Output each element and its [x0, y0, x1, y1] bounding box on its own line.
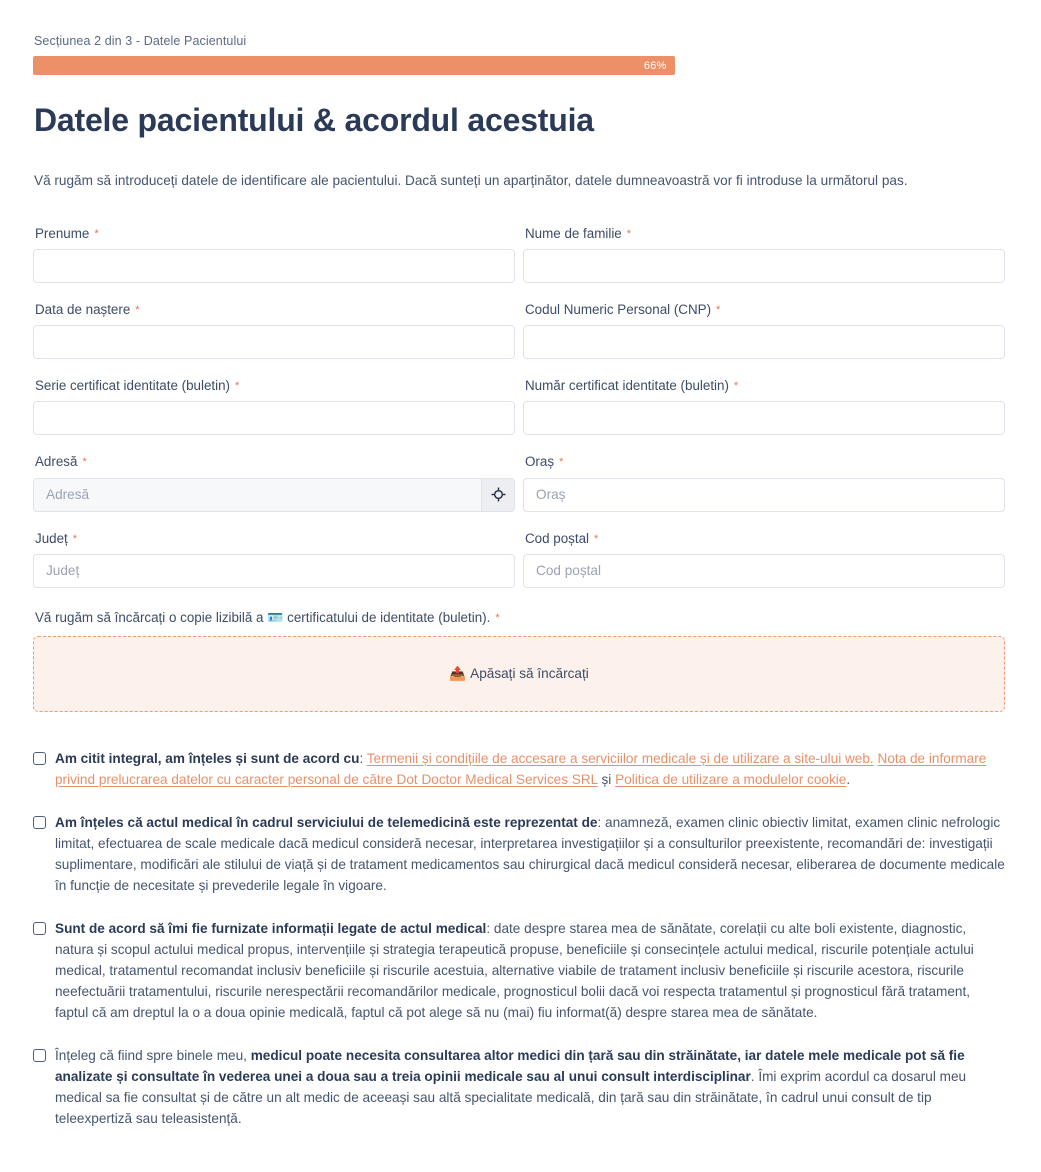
consent-body: : date despre starea mea de sănătate, corelații cu alte boli existente, diagnostic, natura și scopul actului medical propus, intervențiile și strategia terapeutică propuse, beneficiile și consecințele actului medical, riscurile potențiale actului medical, tratamentul recomandat inclusiv beneficiile și riscurile acestuia, alternative viabile de tratament inclusiv beneficiile și riscurile acestora, riscurile neefectuării tratamentului, riscurile nerespectării recomandărilor medicale, prognosticul bolii dacă voi respecta tratamentul și prognosticul fără tratament, faptul că am dreptul la o a doua opinie medicală, faptul că pot alege să nu (mai) fiu informat(ă) despre starea mea de sănătate.	[55, 920, 974, 1021]
field-cnp	[523, 302, 1005, 359]
required-marker: *	[495, 611, 500, 624]
consent-body: . Îmi exprim acordul ca dosarul meu medical sa fie consultat și de către un alt medic de aceeași sau altă specialitate medicală, din țară sau din străinătate, în cadrul unui consult de tip teleexpertiză sau teleasistență.	[55, 1069, 967, 1127]
consent-tail: .	[846, 771, 851, 787]
consents-section	[33, 748, 1005, 1130]
progress-percent-label: 66%	[643, 59, 667, 72]
consent-separator: :	[359, 750, 367, 766]
input-cnp[interactable]	[523, 325, 1005, 359]
field-adresa	[33, 454, 515, 511]
consent-text-terms	[55, 748, 1005, 790]
required-marker: *	[72, 532, 78, 545]
consent-lead: Sunt de acord să îmi fie furnizate informații legate de actul medical	[55, 920, 487, 936]
consent-body: : anamneză, examen clinic obiectiv limitat, examen clinic nefrologic limitat, efectuarea de scale medicale dacă medicul consideră necesar, interpretarea investigațiilor și a consulturilor preexistente, recomandări de: investigații suplimentare, modificări ale stilului de viață și de tratament medicamentos sau chirurgical dacă medicul consideră necesar, eliberarea de documente medicale în funcție de necesitate și prevederile legale în vigoare.	[55, 814, 1005, 893]
field-label-cnp: Codul Numeric Personal (CNP) *	[525, 301, 721, 317]
consent-row-telemedicine	[33, 812, 1005, 896]
input-nume_familie[interactable]	[523, 249, 1005, 283]
input-cod_postal[interactable]	[523, 554, 1005, 588]
field-label-nume_familie: Nume de familie *	[525, 225, 632, 241]
field-label-serie_ci: Serie certificat identitate (buletin) *	[35, 378, 240, 394]
input-oras[interactable]	[523, 478, 1005, 512]
progress-bar-track	[33, 56, 1005, 75]
dropzone-label	[449, 666, 589, 682]
consent-link-3[interactable]: Politica de utilizare a modulelor cookie	[615, 771, 847, 787]
patient-fields-grid	[33, 226, 1005, 607]
field-label-adresa: Adresă *	[35, 454, 87, 470]
dropzone-label-text: Apăsați să încărcați	[470, 665, 589, 681]
required-marker: *	[626, 227, 632, 240]
section-step-label: Secțiunea 2 din 3 - Datele Pacientului	[34, 34, 247, 48]
field-judet	[33, 531, 515, 588]
field-label-cod_postal: Cod poștal *	[525, 530, 599, 546]
consent-text-information	[55, 918, 1005, 1023]
consent-row-terms	[33, 748, 1005, 790]
field-data_nastere	[33, 302, 515, 359]
input-numar_ci[interactable]	[523, 401, 1005, 435]
upload-label-text-before: Vă rugăm să încărcați o copie lizibilă a	[35, 609, 268, 625]
field-numar_ci	[523, 378, 1005, 435]
input-prenume[interactable]	[33, 249, 515, 283]
required-marker: *	[733, 380, 739, 393]
consent-conjunction: și	[597, 771, 616, 787]
upload-instruction-label	[35, 609, 1005, 627]
identity-document-upload-block	[33, 609, 1005, 712]
consent-text-second_opinion	[55, 1045, 1005, 1129]
field-oras	[523, 454, 1005, 511]
consent-checkbox-second_opinion[interactable]	[33, 1049, 46, 1062]
field-label-prenume: Prenume *	[35, 225, 99, 241]
required-marker: *	[235, 380, 240, 393]
required-marker: *	[559, 456, 564, 469]
file-upload-dropzone[interactable]	[33, 636, 1005, 712]
input-serie_ci[interactable]	[33, 401, 515, 435]
field-prenume	[33, 226, 515, 283]
field-nume_familie	[523, 226, 1005, 283]
consent-prefix: Înțeleg că fiind spre binele meu,	[55, 1048, 251, 1064]
outbox-tray-upload-icon: 📤	[449, 665, 467, 681]
identification-card-icon: 🪪	[267, 609, 284, 625]
page-title: Datele pacientului & acordul acestuia	[34, 102, 594, 138]
progress-section	[33, 34, 1005, 75]
consent-checkbox-information[interactable]	[33, 922, 46, 935]
field-label-judet: Județ *	[35, 530, 78, 546]
consent-checkbox-terms[interactable]	[33, 752, 46, 765]
crosshair-locate-icon[interactable]	[481, 478, 515, 512]
field-serie_ci	[33, 378, 515, 435]
required-marker: *	[82, 456, 87, 469]
consent-lead: medicul poate necesita consultarea altor medici din țară sau din străinătate, iar datele mele medicale pot să fie analizate și consultate în vederea unei a doua sau a treia opinii medicale sau al unui consult interdisciplinar	[55, 1048, 965, 1085]
input-group-adresa	[33, 478, 515, 512]
consent-text-telemedicine	[55, 812, 1005, 896]
consent-lead: Am înțeles că actul medical în cadrul serviciului de telemedicină este reprezentat de	[55, 814, 598, 830]
input-adresa[interactable]	[33, 478, 481, 512]
consent-link-2[interactable]: Nota de informare privind prelucrarea datelor cu caracter personal de către Dot Doctor Medical Services SRL	[55, 750, 987, 787]
required-marker: *	[94, 227, 99, 240]
field-label-data_nastere: Data de naștere *	[35, 301, 140, 317]
required-marker: *	[135, 303, 140, 316]
consent-checkbox-telemedicine[interactable]	[33, 816, 46, 829]
consent-lead: Am citit integral, am înțeles și sunt de acord cu	[55, 750, 360, 766]
field-cod_postal	[523, 531, 1005, 588]
input-data_nastere[interactable]	[33, 325, 515, 359]
input-judet[interactable]	[33, 554, 515, 588]
required-marker: *	[716, 303, 721, 316]
required-marker: *	[594, 532, 599, 545]
consent-link-1[interactable]: Termenii și condițiile de accesare a serviciilor medicale și de utilizare a site-ului web.	[366, 750, 874, 766]
page-intro-text: Vă rugăm să introduceți datele de identificare ale pacientului. Dacă sunteți un aparținător, datele dumneavoastră vor fi introduse la următorul pas.	[34, 173, 908, 189]
field-label-oras: Oraș *	[525, 454, 564, 470]
progress-bar-fill	[33, 56, 675, 75]
consent-row-second_opinion	[33, 1045, 1005, 1129]
upload-label-text-after: certificatului de identitate (buletin).	[283, 609, 491, 625]
consent-row-information	[33, 918, 1005, 1023]
field-label-numar_ci: Număr certificat identitate (buletin) *	[525, 378, 739, 394]
